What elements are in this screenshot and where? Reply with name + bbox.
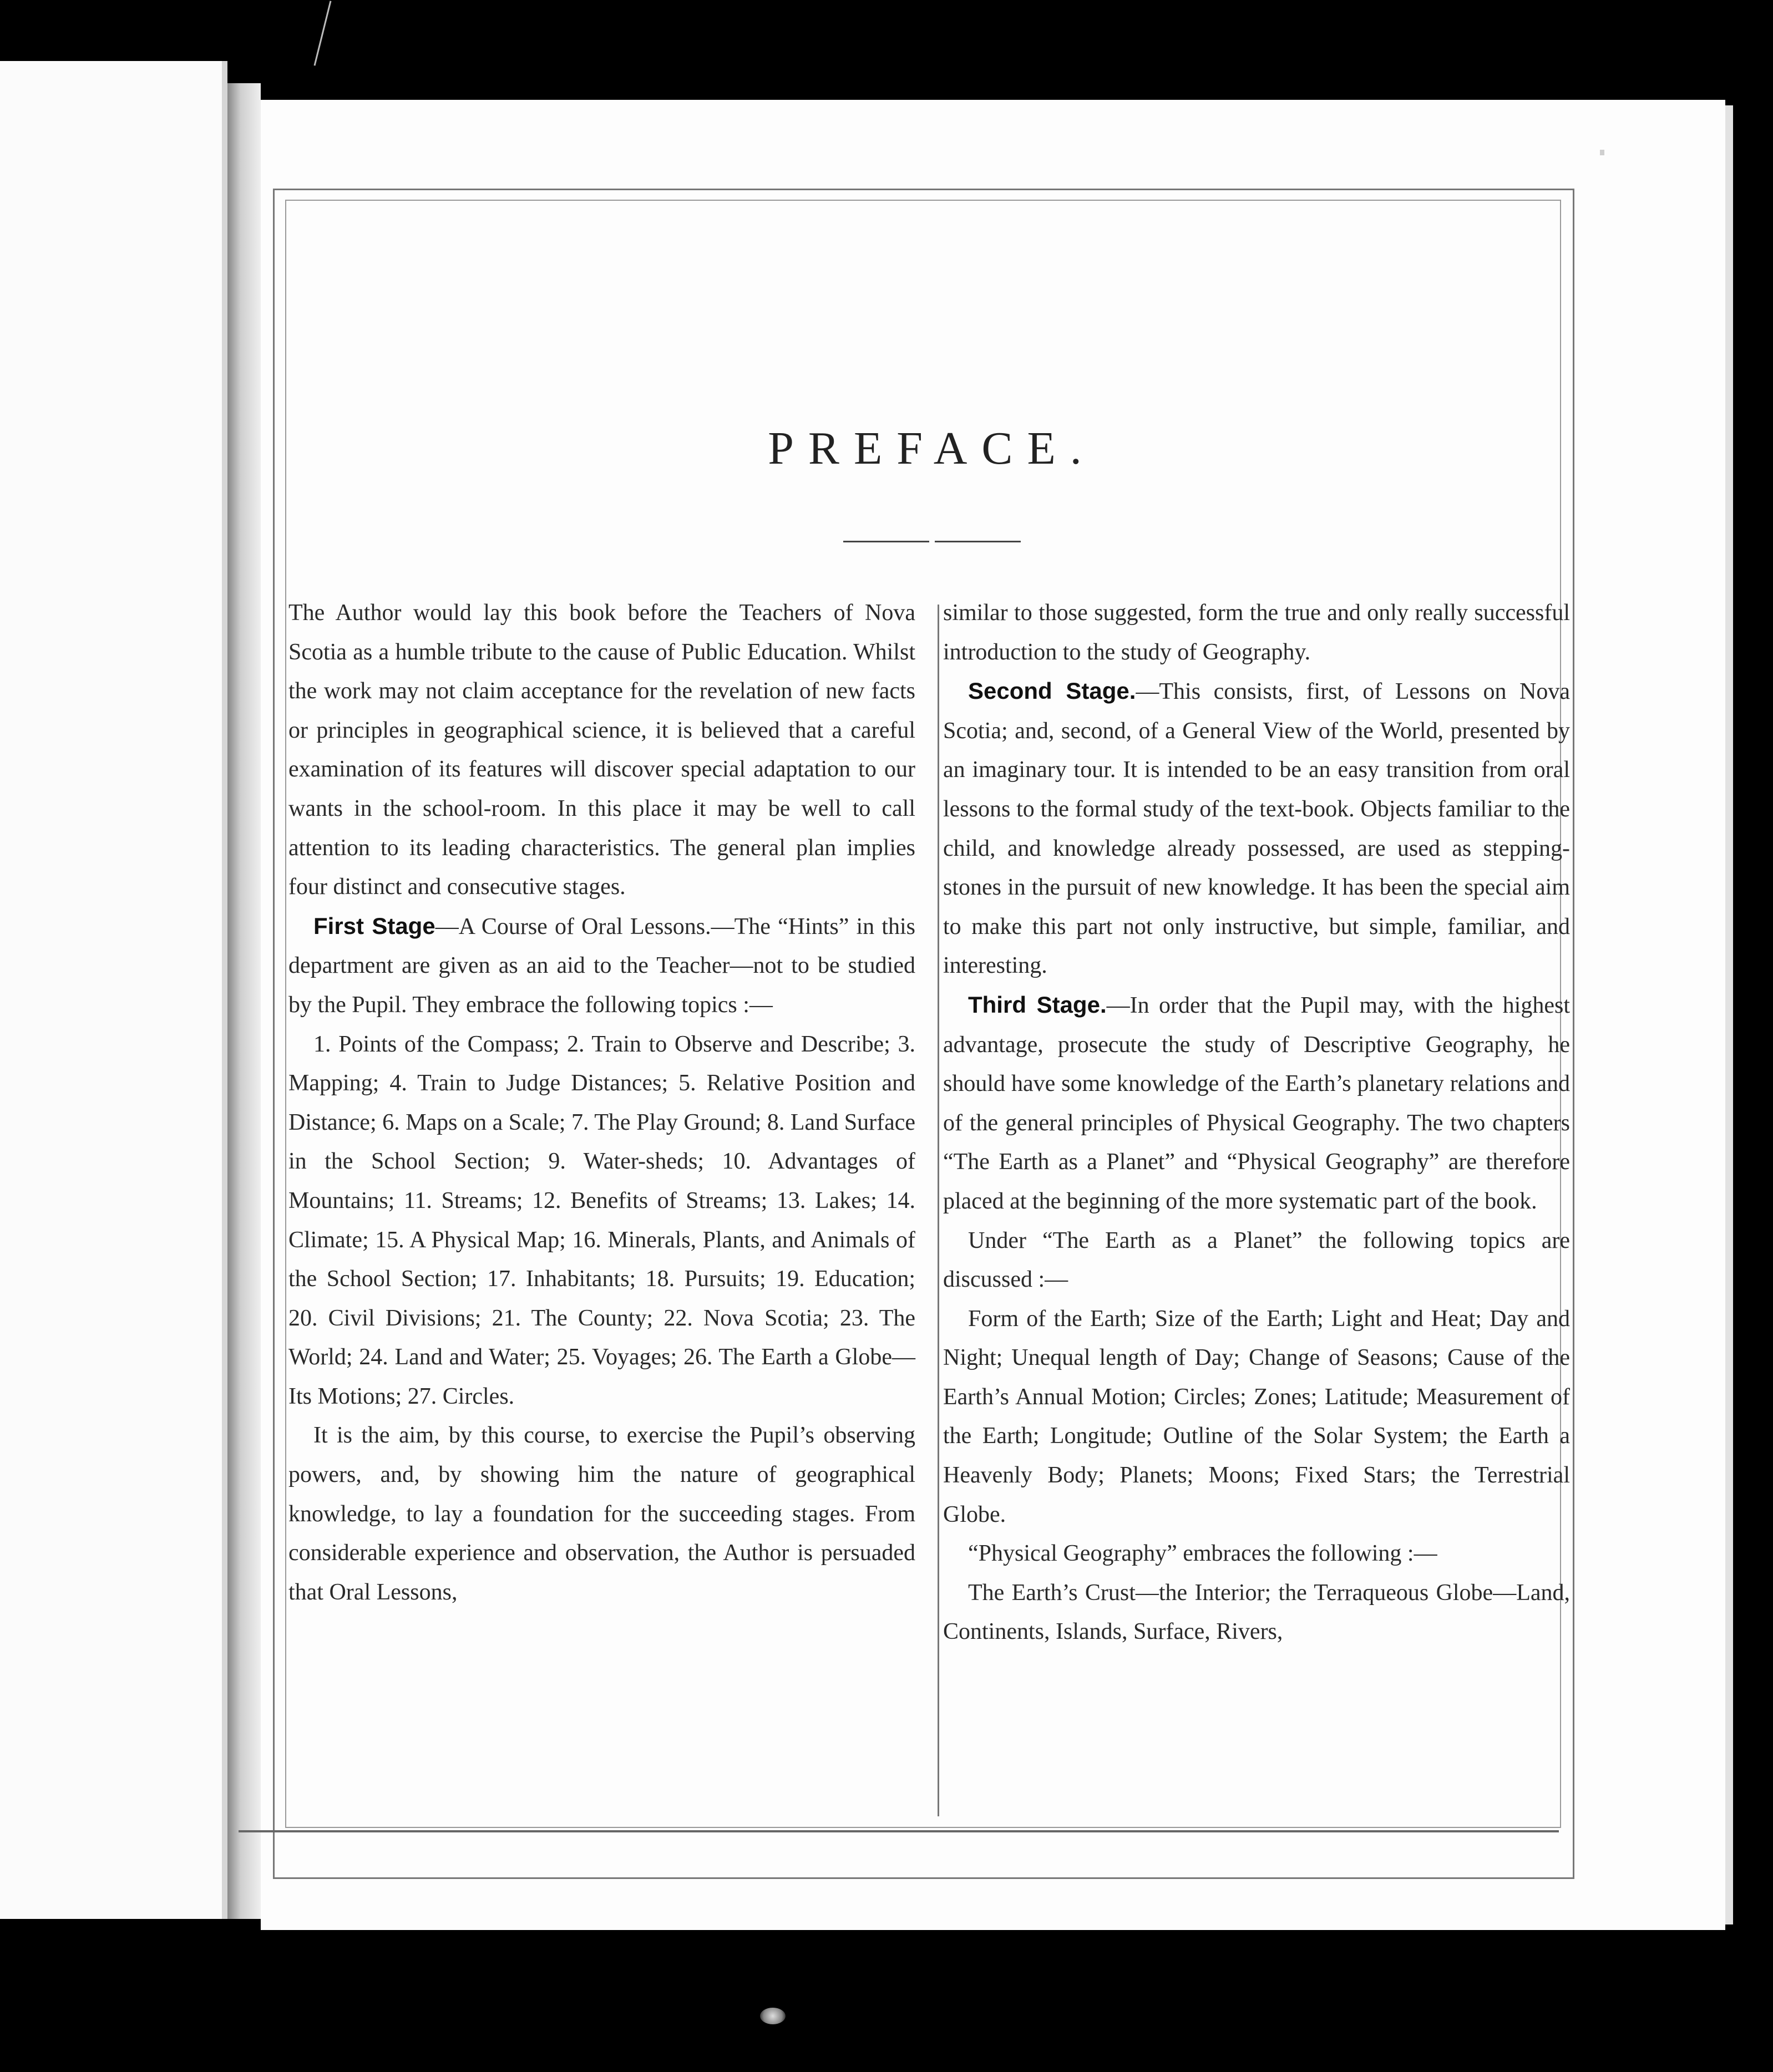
paragraph-planet-intro: Under “The Earth as a Planet” the following topics are discussed :— xyxy=(943,1227,1570,1293)
paragraph-physical-topics: The Earth’s Crust—the Interior; the Terraqueous Globe—Land, Continents, Islands, Surface, Rivers, xyxy=(943,1580,1570,1645)
paragraph-aim: It is the aim, by this course, to exercise the Pupil’s observing powers, and, by showing him the nature of geographical knowledge, to lay a foundation for the succeeding stages. From considerable experience and observation, the Author is persuaded that Oral Lessons, xyxy=(288,1423,915,1605)
third-stage-heading: Third Stage. xyxy=(968,991,1107,1018)
paragraph-second-stage xyxy=(943,672,1570,986)
paragraph-continuation: similar to those suggested, form the true and only really successful introduction to the study of Geography. xyxy=(943,600,1570,665)
left-column xyxy=(288,593,915,1612)
first-stage-text: —A Course of Oral Lessons.—The “Hints” in this department are given as an aid to the Teacher—not to be studied by the Pupil. They embrace the following topics :— xyxy=(288,913,915,1018)
margin-mark xyxy=(1600,150,1604,155)
first-stage-heading: First Stage xyxy=(313,912,435,939)
third-stage-text: —In order that the Pupil may, with the highest advantage, prosecute the study of Descriptive Geography, he should have some knowledge of the Earth’s planetary relations and of the general principles of Physical Geography. The two chapters “The Earth as a Planet” and “Physical Geography” are therefore placed at the beginning of the more systematic part of the book. xyxy=(943,992,1570,1214)
ink-smudge xyxy=(760,2008,786,2024)
page-edge xyxy=(1725,105,1733,1924)
paragraph-intro: The Author would lay this book before the Teachers of Nova Scotia as a humble tribute to the cause of Public Education. Whilst the work may not claim acceptance for the revelation of new facts or principles in geographical science, it is believed that a careful examination of its features will discover special adaptation to our wants in the school-room. In this place it may be well to call attention to its leading characteristics. The general plan implies four distinct and consecutive stages. xyxy=(288,600,915,900)
second-stage-text: —This consists, first, of Lessons on Nova Scotia; and, second, of a General View of the World, presented by an imaginary tour. It is intended to be an easy transition from oral lessons to the formal study of the text-book. Objects familiar to the child, and knowledge already possessed, are used as stepping-stones in the pursuit of new knowledge. It has been the special aim to make this part not only instructive, but simple, familiar, and interesting. xyxy=(943,679,1570,979)
paragraph-topic-list: 1. Points of the Compass; 2. Train to Observe and Describe; 3. Mapping; 4. Train to Judge Distances; 5. Relative Position and Distance; 6. Maps on a Scale; 7. The Play Ground; 8. Land Surface in the School Section; 9. Water-sheds; 10. Advantages of Mountains; 11. Streams; 12. Benefits of Streams; 13. Lakes; 14. Climate; 15. A Physical Map; 16. Minerals, Plants, and Animals of the School Section; 17. Inhabitants; 18. Pursuits; 19. Education; 20. Civil Divisions; 21. The County; 22. Nova Scotia; 23. The World; 24. Land and Water; 25. Voyages; 26. The Earth a Globe—Its Motions; 27. Circles. xyxy=(288,1031,915,1409)
paragraph-first-stage xyxy=(288,907,915,1025)
paragraph-planet-topics: Form of the Earth; Size of the Earth; Light and Heat; Day and Night; Unequal length of Day; Change of Seasons; Cause of the Earth’s Annual Motion; Circles; Zones; Latitude; Measurement of the Earth; Longitude; Outline of the Solar System; the Earth a Heavenly Body; Planets; Moons; Fixed Stars; the Terrestrial Globe. xyxy=(943,1306,1570,1527)
title-rule-right xyxy=(935,541,1021,542)
paragraph-third-stage xyxy=(943,986,1570,1221)
page-title: PREFACE. xyxy=(768,423,1096,474)
right-column xyxy=(943,593,1570,1652)
column-divider xyxy=(938,605,939,1816)
second-stage-heading: Second Stage. xyxy=(968,678,1136,704)
film-scratch xyxy=(314,1,332,65)
paragraph-physical-intro: “Physical Geography” embraces the following :— xyxy=(968,1541,1437,1567)
left-page xyxy=(0,61,227,1919)
frame-bottom-rule xyxy=(239,1830,1559,1832)
book-gutter xyxy=(227,83,261,1919)
title-rule-left xyxy=(843,541,929,542)
